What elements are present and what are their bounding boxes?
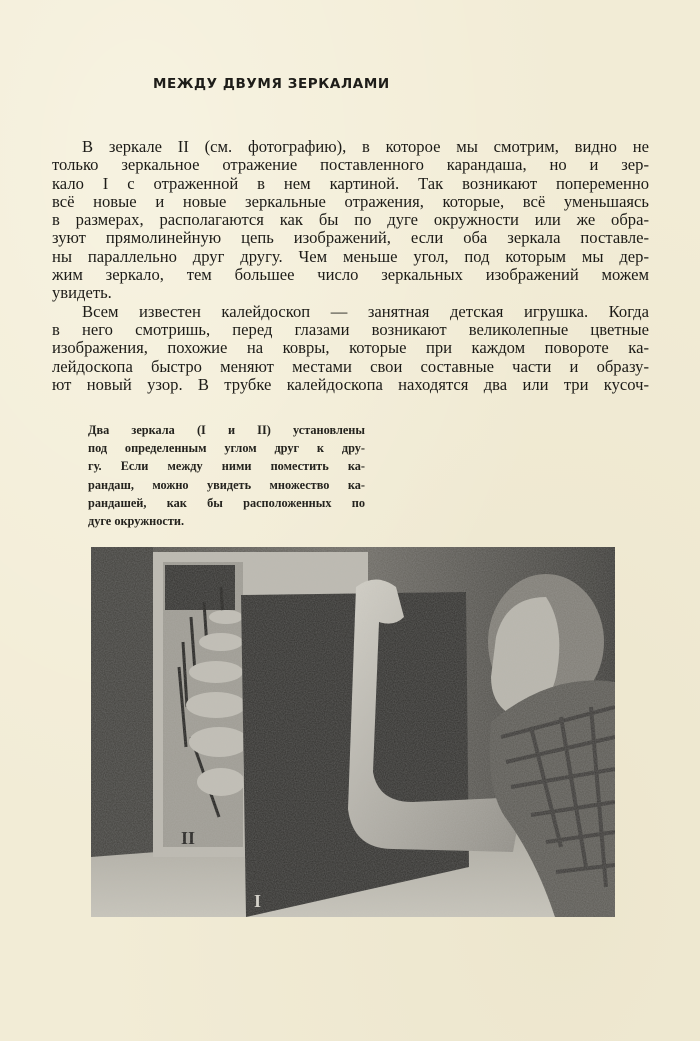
- text-line: лейдоскопа быстро меняют местами свои составные части и образу-: [52, 357, 649, 376]
- body-text: [52, 138, 649, 394]
- text-line: ют новый узор. В трубке калейдоскопа находятся два или три кусоч-: [52, 375, 649, 394]
- caption-line: рандашей, как бы расположенных по: [88, 495, 365, 510]
- text-line: жим зеркало, тем большее число зеркальных изображений можем: [52, 266, 649, 285]
- text-line: кало I с отраженной в нем картиной. Так возникают попеременно: [52, 174, 649, 193]
- text-line: зуют прямолинейную цепь изображений, если оба зеркала поставле-: [52, 229, 649, 248]
- text-line: В зеркале II (см. фотографию), в которое мы смотрим, видно не: [82, 138, 649, 156]
- text-line: в него смотришь, перед глазами возникают великолепные цветные: [52, 320, 649, 339]
- photo-grain: [91, 547, 615, 917]
- caption-line: под определенным углом друг к дру-: [88, 441, 365, 456]
- paragraph-mirrors: [52, 138, 649, 303]
- text-line: только зеркальное отражение поставленного карандаша, но и зер-: [52, 156, 649, 175]
- text-line: в размерах, располагаются как бы по дуге окружности или же обра-: [52, 211, 649, 230]
- text-line: Всем известен калейдоскоп — занятная детская игрушка. Когда: [82, 302, 649, 321]
- caption-line: Два зеркала (I и II) установлены: [88, 423, 365, 437]
- caption-line: дуге окружности.: [88, 513, 185, 528]
- photo-illustration: [91, 547, 615, 917]
- caption-line: рандаш, можно увидеть множество ка-: [88, 477, 365, 492]
- photo-caption: [88, 421, 365, 530]
- paragraph-kaleidoscope: [52, 303, 649, 394]
- section-heading: МЕЖДУ ДВУМЯ ЗЕРКАЛАМИ: [153, 76, 390, 92]
- caption-line: гу. Если между ними поместить ка-: [88, 459, 365, 474]
- text-line: ны параллельно друг другу. Чем меньше угол, под которым мы дер-: [52, 247, 649, 266]
- text-line: изображения, похожие на ковры, которые при каждом повороте ка-: [52, 339, 649, 358]
- text-line: всё новые и новые зеркальные отражения, которые, всё уменьшаясь: [52, 192, 649, 211]
- text-line: увидеть.: [52, 284, 112, 303]
- mirrors-photograph: [91, 547, 615, 917]
